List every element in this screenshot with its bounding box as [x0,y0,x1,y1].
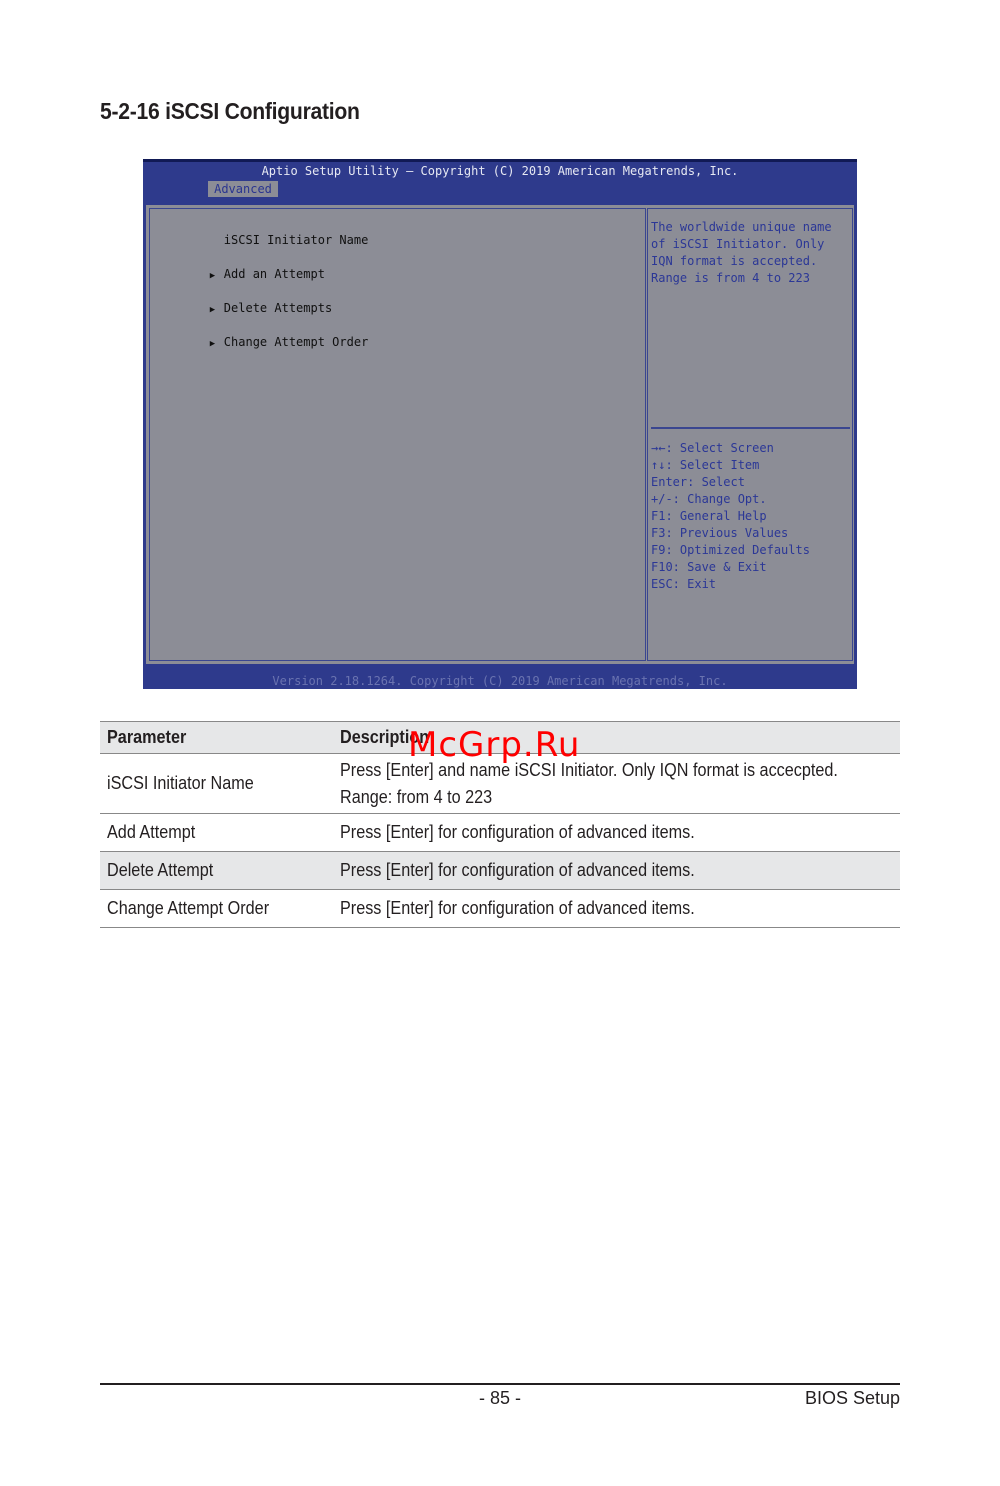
watermark: McGrp.Ru [408,725,581,765]
menu-item-label: iSCSI Initiator Name [223,233,369,247]
bios-title: Aptio Setup Utility – Copyright (C) 2019 American Megatrends, Inc. [261,164,739,178]
bios-menu-pane [149,208,646,661]
description-cell: Press [Enter] for configuration of advanced items. [333,852,900,890]
page-number: - 85 - [478,1388,521,1408]
description-line: Range: from 4 to 223 [339,786,492,807]
key-hint: F9: Optimized Defaults [651,543,810,557]
bios-body [145,204,855,665]
menu-item-label: Delete Attempts [223,301,333,315]
bios-version-footer: Version 2.18.1264. Copyright (C) 2019 American Megatrends, Inc. [272,674,728,688]
header-parameter: Parameter [100,722,333,754]
description-cell: Press [Enter] for configuration of advanced items. [333,814,900,852]
description-line: Press [Enter] and name iSCSI Initiator. Only IQN format is accecpted. [339,759,838,780]
section-title: 5-2-16 iSCSI Configuration [100,98,360,124]
bios-screenshot [143,159,857,689]
help-line: Range is from 4 to 223 [651,271,810,285]
key-hints [651,440,810,593]
key-hint: →←: Select Screen [651,441,774,455]
submenu-arrow-icon: ▶ [209,305,216,315]
footer-section-name: BIOS Setup [804,1388,900,1408]
table-row [100,814,900,852]
footer-divider [100,1383,900,1385]
menu-item-label: Add an Attempt [223,267,325,281]
parameter-cell: Change Attempt Order [100,890,333,928]
parameter-cell: Delete Attempt [100,852,333,890]
key-hint: F3: Previous Values [651,526,789,540]
key-hint: Enter: Select [651,475,745,489]
menu-item-label: Change Attempt Order [223,335,369,349]
header-description: Description [333,722,900,754]
help-line: IQN format is accepted. [651,254,818,268]
key-hint: +/-: Change Opt. [651,492,767,506]
submenu-arrow-icon: ▶ [209,271,216,281]
key-hint: F10: Save & Exit [651,560,767,574]
key-hint: ESC: Exit [651,577,717,591]
key-hint: ↑↓: Select Item [651,458,760,472]
description-cell: Press [Enter] for configuration of advanced items. [333,890,900,928]
help-line: of iSCSI Initiator. Only [651,237,825,251]
parameter-cell: iSCSI Initiator Name [100,754,333,814]
bios-help-pane [647,208,853,661]
submenu-arrow-icon: ▶ [209,339,216,349]
help-text [651,219,851,287]
table-row [100,852,900,890]
menu-item-change-attempt-order[interactable] [152,321,368,363]
bios-top-border [143,159,857,162]
help-line: The worldwide unique name [651,220,832,234]
tab-advanced[interactable]: Advanced [208,181,278,197]
help-divider [651,427,850,429]
parameter-cell: Add Attempt [100,814,333,852]
table-row [100,890,900,928]
key-hint: F1: General Help [651,509,767,523]
